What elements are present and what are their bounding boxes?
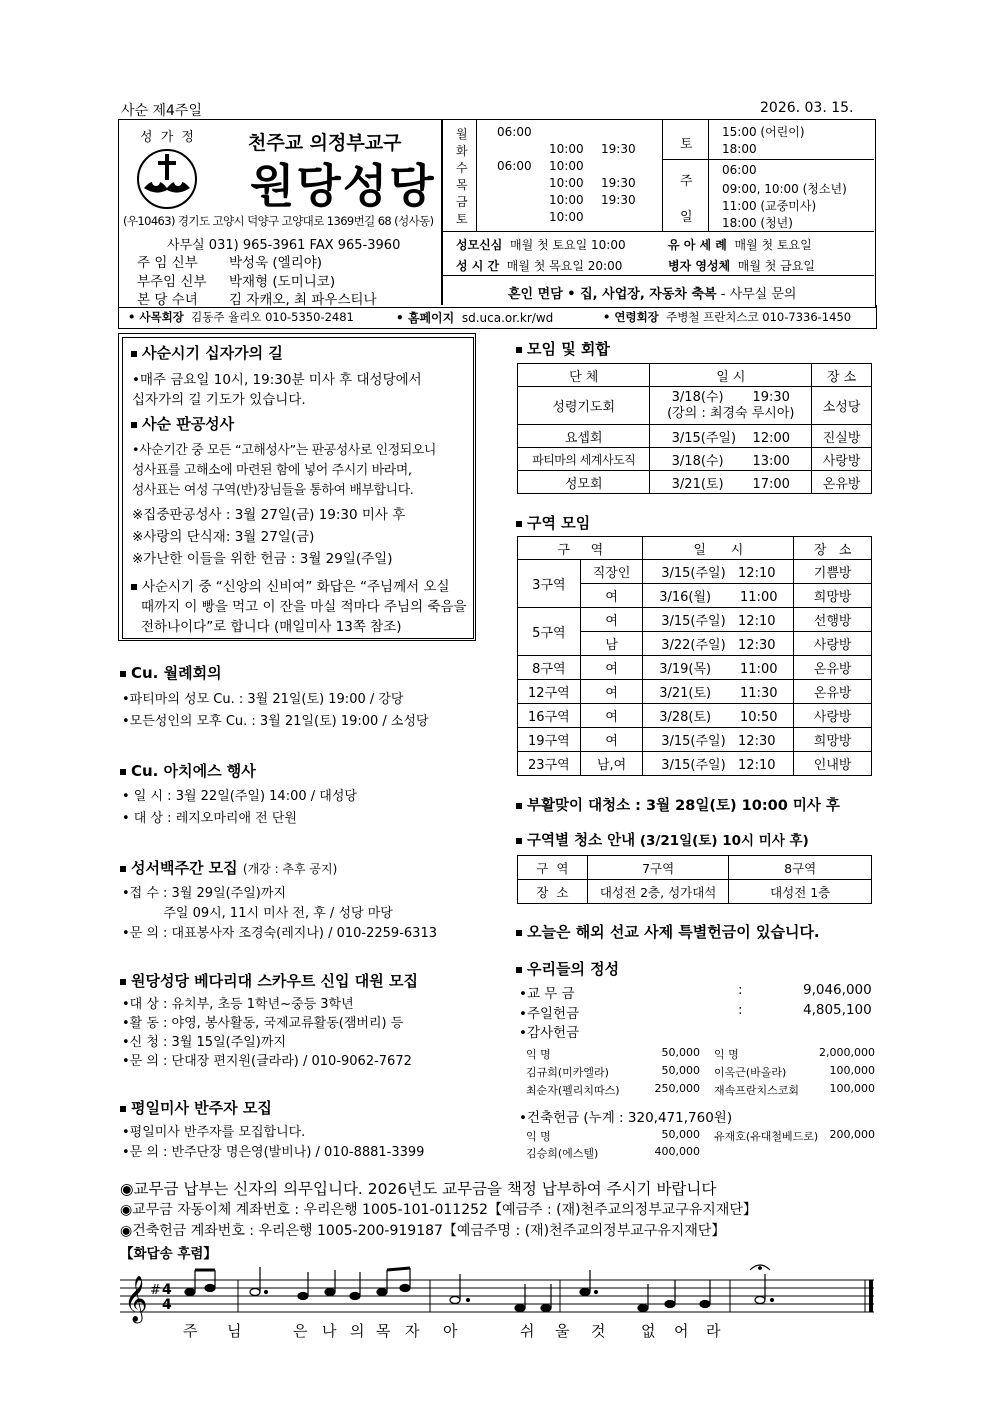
district-clean-title: 구역별 청소 안내 (3/21일(토) 10시 미사 후) (516, 829, 809, 850)
table-row: 요셉회 3/15(주일) 12:00 진실방 (518, 425, 872, 448)
building-donor: 김승희(에스텔) (526, 1147, 599, 1160)
lyric-syllable: 쉬 (520, 1322, 535, 1340)
weekday-mass-morning: 10:00 (549, 210, 584, 224)
sun-mass-3: 11:00 (교중미사) (722, 199, 817, 213)
lyric-syllable: 자 (405, 1322, 420, 1340)
staff-row-2: 부주임 신부 박재형 (도미니코) (137, 274, 336, 290)
offering-colon-2: : (738, 1002, 743, 1018)
cu-acies-line-1: • 일 시 : 3월 22일(주일) 14:00 / 대성당 (122, 789, 357, 804)
blessing-notice: 혼인 면담 • 집, 사업장, 자동차 축복 - 사무실 문의 (508, 287, 797, 302)
lyric-syllable: 의 (350, 1322, 365, 1340)
cu-acies-line-2: • 대 상 : 레지오마리애 전 단원 (122, 811, 297, 826)
thanks-amount: 50,000 (661, 1064, 700, 1077)
sat-mass-1: 15:00 (어린이) (722, 125, 805, 139)
thanks-label: •감사헌금 (519, 1025, 580, 1041)
weekday-mass-evening: 19:30 (601, 176, 636, 190)
thanks-amount: 100,000 (829, 1064, 875, 1077)
confession-line-3: 성사표는 여성 구역(반)장님들을 통하여 배부합니다. (132, 483, 414, 498)
sat-label: 토 (680, 137, 693, 152)
bulletin-date: 2026. 03. 15. (760, 100, 854, 116)
svg-text:4: 4 (162, 1282, 172, 1298)
bottom-notice-3: ◉건축헌금 계좌번호 : 우리은행 1005-200-919187【예금주명 : (재)천주교의정부교구유지재단】 (120, 1223, 726, 1239)
responsorial-title: 【화답송 후렴】 (120, 1246, 217, 1262)
table-row: 23구역 남,여 3/15(주일) 12:10 인내방 (518, 752, 872, 776)
table-row: 여 3/16(월) 11:00 희망방 (518, 584, 872, 608)
table-row: 16구역 여 3/28(토) 10:50 사랑방 (518, 704, 872, 728)
weekday-mass-morning: 10:00 (549, 142, 584, 156)
bible-week-title: 성서백주간 모집 (개강 : 추후 공지) (120, 857, 337, 878)
building-donor: 익 명 (526, 1130, 551, 1143)
table-row: 19구역 여 3/15(주일) 12:30 희망방 (518, 728, 872, 752)
acclamation-line-3: 전하나이다”로 합니다 (매일미사 13쪽 참조) (141, 619, 402, 635)
thanks-donor: 이옥근(바올라) (714, 1066, 787, 1079)
offering-line-2: •주일헌금 (519, 1006, 580, 1022)
choir-label: 성 가 정 (140, 130, 196, 145)
sacrament-3: 성 시 간 매월 첫 목요일 20:00 (456, 259, 623, 273)
offering-amount-1: 9,046,000 (803, 982, 872, 998)
bottom-notice-1: ◉교무금 납부는 신자의 의무입니다. 2026년도 교무금을 책정 납부하여 주시기 바랍니다 (120, 1180, 717, 1198)
weekday-label: 화 (456, 144, 468, 158)
meetings-table: 단 체 일 시 장 소 성령기도회 3/18(수) 19:30 (강의 : 최경숙 루시아) 소성당 요셉회 3/15(주일) 12:00 진실방 파티마의 세계사도직 3/18(수) 13:00 사랑방 성모회 3/21(토) 17:00 온유방 (517, 363, 872, 494)
cu-acies-title: Cu. 아치에스 행사 (120, 760, 256, 781)
sun-label-1: 주 (680, 174, 693, 189)
church-logo-icon (136, 148, 198, 210)
acclamation-line-2: 때까지 이 빵을 먹고 이 잔을 마실 적마다 주님의 죽음을 (141, 599, 467, 615)
lyric-syllable: 것 (591, 1322, 606, 1340)
weekday-mass-early: 06:00 (497, 159, 532, 173)
contact-2: • 홈페이지 sd.uca.or.kr/wd (396, 311, 554, 325)
sacrament-4: 병자 영성체 매월 첫 금요일 (668, 259, 815, 273)
mission-notice: 오늘은 해외 선교 사제 특별헌금이 있습니다. (516, 921, 820, 942)
staff-row-3: 본 당 수녀 김 자캐오, 최 파우스티나 (137, 292, 377, 308)
weekday-label: 금 (456, 195, 468, 209)
confession-mark-2: ※사랑의 단식재: 3월 27일(금) (132, 529, 315, 545)
sacrament-1: 성모신심 매월 첫 토요일 10:00 (456, 238, 626, 252)
stations-title: 사순시기 십자가의 길 (131, 342, 283, 363)
confession-line-1: •사순기간 중 모든 “고해성사”는 판공성사로 인정되오니 (132, 443, 437, 458)
thanks-amount: 100,000 (829, 1082, 875, 1095)
weekday-mass-evening: 19:30 (601, 142, 636, 156)
scout-line-2: •활 동 : 야영, 봉사활동, 국제교류활동(잼버리) 등 (122, 1016, 404, 1031)
weekday-label: 토 (456, 212, 468, 226)
offering-colon-1: : (738, 982, 743, 998)
weekday-label: 월 (456, 127, 468, 141)
table-row: 성모회 3/21(토) 17:00 온유방 (518, 471, 872, 494)
thanks-donor: 김규희(미카엘라) (526, 1066, 609, 1079)
building-amount: 400,000 (654, 1145, 700, 1158)
confession-mark-3: ※가난한 이들을 위한 헌금 : 3월 29일(주일) (132, 551, 393, 567)
table-row: 5구역 여 3/15(주일) 12:10 선행방 (518, 608, 872, 632)
meetings-title: 모임 및 회합 (516, 338, 610, 359)
contact-3: • 연령회장 주병철 프란치스코 010-7336-1450 (603, 310, 852, 324)
lyric-syllable: 어 (674, 1322, 689, 1340)
thanks-donor: 익 명 (714, 1048, 739, 1061)
confession-line-2: 성사표를 고해소에 마련된 함에 넣어 주시기 바라며, (132, 463, 412, 478)
table-row: 12구역 여 3/21(토) 11:30 온유방 (518, 680, 872, 704)
sharp-icon: # (150, 1283, 161, 1298)
weekday-mass-evening: 19:30 (601, 193, 636, 207)
lyric-syllable: 라 (706, 1322, 721, 1340)
bible-week-line-1: •접 수 : 3월 29일(주일)까지 (122, 886, 286, 901)
building-label: •건축헌금 (누계 : 320,471,760원) (519, 1110, 733, 1126)
liturgical-day: 사순 제4주일 (121, 103, 202, 119)
table-row: 3구역 직장인 3/15(주일) 12:10 기쁨방 (518, 560, 872, 584)
scout-title: 원당성당 베다리대 스카우트 신입 대원 모집 (120, 970, 418, 991)
weekday-mass-morning: 10:00 (549, 159, 584, 173)
treble-clef-icon: 𝄞 (124, 1276, 148, 1322)
thanks-amount: 50,000 (661, 1046, 700, 1059)
lyric-syllable: 목 (376, 1322, 391, 1340)
table-row: 8구역 여 3/19(목) 11:00 온유방 (518, 656, 872, 680)
parish-name: 원당성당 (250, 159, 436, 213)
building-amount: 200,000 (829, 1128, 875, 1141)
cu-monthly-title: Cu. 월례회의 (120, 662, 222, 683)
sat-mass-2: 18:00 (722, 142, 757, 156)
scout-line-4: •문 의 : 단대장 편지원(글라라) / 010-9062-7672 (122, 1054, 412, 1069)
sun-mass-4: 18:00 (청년) (722, 216, 793, 230)
diocese-name: 천주교 의정부교구 (248, 132, 402, 154)
contact-1: • 사목회장 김동주 율리오 010-5350-2481 (128, 310, 354, 324)
table-row: 파티마의 세계사도직 3/18(수) 13:00 사랑방 (518, 448, 872, 471)
stations-line-1: •매주 금요일 10시, 19:30분 미사 후 대성당에서 (132, 372, 422, 388)
bottom-notice-2: ◉교무금 자동이체 계좌번호 : 우리은행 1005-101-011252【예금주 : (재)천주교의정부교구유지재단】 (120, 1202, 757, 1218)
weekday-mass-morning: 10:00 (549, 176, 584, 190)
district-clean-table: 구 역 7구역 8구역 장 소 대성전 2층, 성가대석 대성전 1층 (517, 855, 872, 904)
offering-line-1: •교 무 금 (519, 986, 575, 1002)
acclamation-line-1: 사순시기 중 “신앙의 신비여” 화답은 “주님께서 오실 (131, 575, 450, 595)
lyric-syllable: 은 (293, 1322, 308, 1340)
parish-address: (우10463) 경기도 고양시 덕양구 고양대로 1369번길 68 (성사동) (123, 214, 434, 228)
thanks-donor: 최순자(펠리치따스) (526, 1084, 620, 1097)
lyric-syllable: 나 (322, 1322, 337, 1340)
thanks-amount: 250,000 (654, 1082, 700, 1095)
districts-table: 구 역 일 시 장 소 3구역 직장인 3/15(주일) 12:10 기쁨방 여 3/16(월) 11:00 희망방 5구역 여 3/15(주일) 12:10 선행방 남 3/22(주일) 12:30 사랑방 8구역 여 3/19(목) 11:00 온유방 12구역 여 3/21(토) 11:30 온유방 16구역 여 3/28(토) 10:50 사랑방 19구역 여 3/15(주일) 12:30 희망방 23구역 남,여 3/15(주일) 12:10 인내방 (517, 536, 872, 776)
offerings-title: 우리들의 정성 (516, 958, 619, 979)
thanks-donor: 익 명 (526, 1048, 551, 1061)
office-phone: 사무실 031) 965-3961 FAX 965-3960 (167, 238, 401, 253)
lyric-syllable: 울 (555, 1322, 570, 1340)
table-row: 성령기도회 3/18(수) 19:30 (강의 : 최경숙 루시아) 소성당 (518, 387, 872, 425)
lyric-syllable: 아 (443, 1322, 458, 1340)
scout-line-1: •대 상 : 유치부, 초등 1학년~중등 3학년 (122, 997, 354, 1012)
building-donor: 유재호(유대철베드로) (714, 1130, 819, 1143)
sun-mass-1: 06:00 (722, 163, 757, 177)
staff-row-1: 주 임 신부 박성욱 (엘리야) (137, 255, 323, 271)
confession-mark-1: ※집중판공성사 : 3월 27일(금) 19:30 미사 후 (132, 507, 406, 523)
cu-monthly-line-2: •모든성인의 모후 Cu. : 3월 21일(토) 19:00 / 소성당 (122, 714, 429, 729)
sun-mass-2: 09:00, 10:00 (청소년) (722, 182, 847, 196)
bible-week-line-2: 주일 09시, 11시 미사 전, 후 / 성당 마당 (122, 906, 393, 921)
weekday-label: 수 (456, 161, 468, 175)
lyric-syllable: 없 (641, 1322, 656, 1340)
weekday-mass-morning: 10:00 (549, 193, 584, 207)
districts-title: 구역 모임 (516, 512, 590, 533)
weekday-label: 목 (456, 178, 468, 192)
cu-monthly-line-1: •파티마의 성모 Cu. : 3월 21일(토) 19:00 / 강당 (122, 692, 404, 707)
scout-line-3: •신 청 : 3월 15일(주일)까지 (122, 1035, 286, 1050)
weekday-mass-early: 06:00 (497, 125, 532, 139)
sun-label-2: 일 (680, 210, 693, 225)
confession-title: 사순 판공성사 (131, 413, 234, 434)
accompanist-line-1: •평일미사 반주자를 모집합니다. (122, 1125, 306, 1140)
accompanist-line-2: •문 의 : 반주단장 명은영(발비나) / 010-8881-3399 (122, 1145, 425, 1160)
offering-amount-2: 4,805,100 (803, 1002, 872, 1018)
building-amount: 50,000 (661, 1128, 700, 1141)
thanks-amount: 2,000,000 (819, 1046, 875, 1059)
table-row: 남 3/22(주일) 12:30 사랑방 (518, 632, 872, 656)
bible-week-line-3: •문 의 : 대표봉사자 조경숙(레지나) / 010-2259-6313 (122, 926, 437, 941)
lyric-syllable: 님 (227, 1322, 242, 1340)
lyric-syllable: 주 (183, 1322, 198, 1340)
stations-line-2: 십자가의 길 기도가 있습니다. (132, 392, 306, 408)
svg-text:4: 4 (162, 1297, 172, 1313)
sacrament-2: 유 아 세 례 매월 첫 토요일 (668, 238, 812, 252)
easter-clean: 부활맞이 대청소 : 3월 28일(토) 10:00 미사 후 (516, 794, 840, 815)
accompanist-title: 평일미사 반주자 모집 (120, 1097, 272, 1118)
thanks-donor: 재속프란치스코회 (714, 1084, 800, 1097)
